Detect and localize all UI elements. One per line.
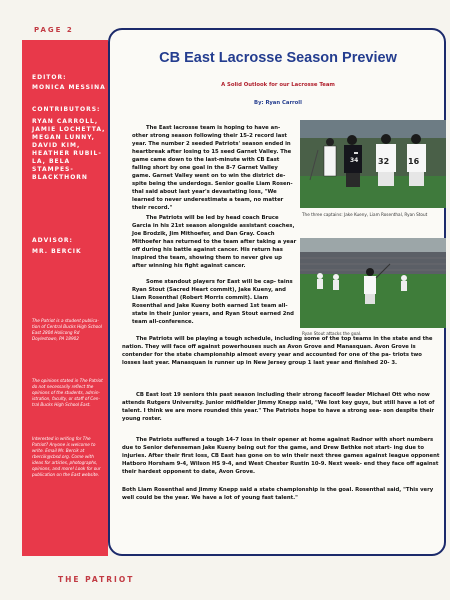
- article-paragraph: Both Liam Rosenthal and Jimmy Knepp said a state championship is the goal. Rosenthal said, "This very well could be the year. We have a lot of young fast talent.": [122, 487, 434, 501]
- editor-name: MONICA MESSINA: [32, 84, 106, 91]
- contributor: RYAN CARROLL,: [32, 118, 99, 125]
- photo-caption: Ryan Stout attacks the goal.: [302, 331, 362, 336]
- contributor: LA, BELA: [32, 158, 71, 165]
- contributor: MEGAN LUNNY,: [32, 134, 95, 141]
- page-number: PAGE 2: [34, 26, 74, 34]
- jersey-number: 32: [378, 157, 390, 166]
- opinions-disclaimer: The opinions stated in The Patriot do not necessarily reflect the opinions of the students, admin- istration, faculty, or staff of Cen- tral Bucks High School East.: [32, 378, 103, 407]
- contributors-list: [32, 118, 105, 182]
- publication-info: The Patriot is a student publica- tion of Central Bucks High School East 2804 Holicong Rd Doylestown, PA 18902: [32, 318, 102, 341]
- contributor: HEATHER RUBIL-: [32, 150, 102, 157]
- article-paragraph: The Patriots will be led by head coach Bruce Garcia in his 21st season alongside assistant coaches, Joe Brodzik, Jim Mithoefer, and Dan Gray. Coach Mithoefer has returned to the team after taking a year off during his battle against cancer. His return has inspired the team, showing them to never give up after winning his fight against cancer.: [132, 215, 297, 269]
- contributor: BLACKTHORN: [32, 174, 88, 181]
- jersey-number: 16: [408, 157, 420, 166]
- publication-footer: THE PATRIOT: [58, 575, 135, 584]
- jersey-number: 34: [350, 157, 359, 164]
- article-title: CB East Lacrosse Season Preview: [159, 50, 397, 66]
- captains-photo: [300, 120, 446, 208]
- advisor-name: MR. BERCIK: [32, 248, 82, 255]
- article-paragraph: CB East lost 19 seniors this past season including their strong faceoff leader Michael Ott who now attends Rutgers University. Junior midfielder Jimmy Knepp said, "We lost key guys, but still have a lot of talent. I think we are more rounded this year." The Patriots hope to have a strong sea- son despite their young roster.: [122, 392, 435, 422]
- article-subtitle: A Solid Outlook for our Lacrosse Team: [221, 82, 335, 88]
- article-paragraph: The Patriots will be playing a tough schedule, including some of the top teams in the state and the nation. They will face off against powerhouses such as Avon Grove and Manasquan. Avon Grove is contender for the state championship almost every year and accounted for one of the pa- triots two losses last year. Manasquan is runner up in New Jersey group 1 last year and finished 20- 3.: [122, 336, 433, 366]
- writing-invitation: Interested in writing for The Patriot? Anyone is welcome to write. Email Mr. Bercik at rbercik@cbsd.org. Come with ideas for articles, photographs, opinions, and more! Look for our publication on the East website.: [32, 436, 101, 477]
- contributor: JAMIE LOCHETTA,: [32, 126, 106, 133]
- contributor: STAMPES-: [32, 166, 74, 173]
- article-paragraph: The East lacrosse team is hoping to have an- other strong season following their 15-2 record last year. The number 2 seeded Patriots' season ended in heartbreak after losing to 15 seed Garnet Valley. The game came down to the last-minute with CB East falling short by one goal in the 8-7 Garnet Valley game. Garnet Valley went on to win the district de- spite being the underdogs. Senior goalie Liam Rosen- thal said about last year's devastating loss, "We learned to never underestimate a team, no matter their record.": [132, 125, 293, 211]
- contributors-heading: CONTRIBUTORS:: [32, 106, 101, 113]
- advisor-heading: ADVISOR:: [32, 237, 73, 244]
- contributor: DAVID KIM,: [32, 142, 81, 149]
- article-byline: By: Ryan Carroll: [254, 100, 302, 106]
- editor-heading: EDITOR:: [32, 74, 67, 81]
- photo-caption: The three captains: Jake Kueny, Liam Rosenthal, Ryan Stout: [302, 212, 428, 217]
- action-photo: [300, 238, 446, 328]
- article-paragraph: Some standout players for East will be cap- tains Ryan Stout (Sacred Heart commit), Jake Kueny, and Liam Rosenthal (Robert Morris commit). Liam Rosenthal and Jake Kueny both earned 1st team all- state in their junior years, and Ryan Stout earned 2nd team all-conference.: [132, 279, 294, 325]
- captains-photo-graphic: [300, 120, 446, 208]
- article-paragraph: The Patriots suffered a tough 14-7 loss in their opener at home against Radnor with short numbers due to Senior defenseman Jake Kueny being out for the game, and Drew Bethke not start- ing due to injuries. After their first loss, CB East has gone on to win their next three games against league opponent Hatboro Horsham 9-4, Wilson HS 9-4, and West Chester Rustin 10-9. Next week- end they face off against their hardest opponent to date, Avon Grove.: [122, 437, 440, 475]
- action-photo-graphic: [300, 238, 446, 328]
